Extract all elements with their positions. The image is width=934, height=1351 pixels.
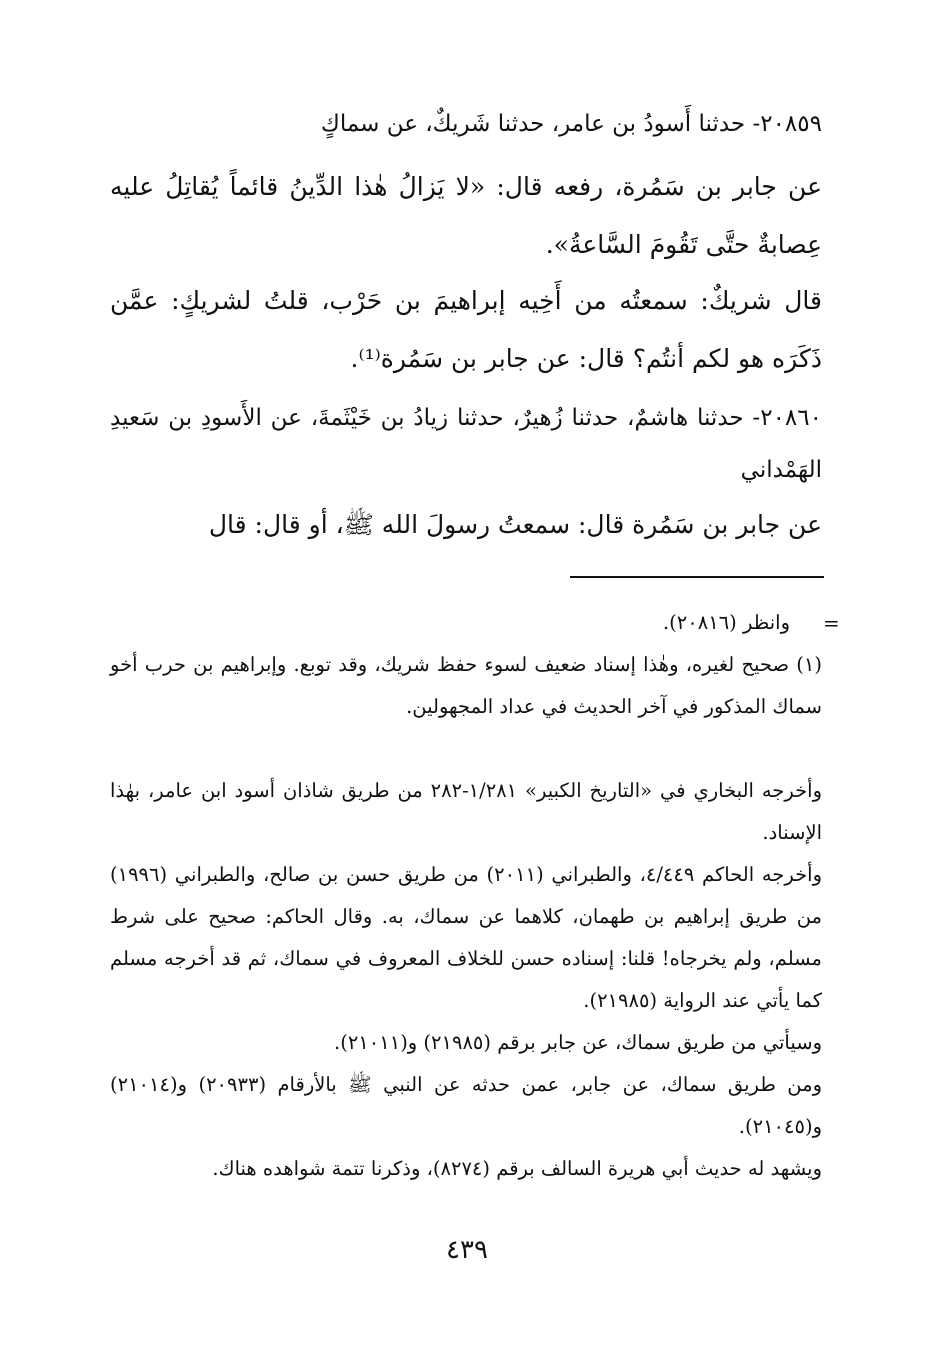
footnote-separator-line (570, 576, 824, 578)
hadith-20860-matn: عن جابر بن سَمُرة قال: سمعتُ رسولَ الله ﷺ، أو قال: قال (208, 510, 822, 539)
footnote-continuation-mark: = (823, 611, 840, 635)
page-number: ٤٣٩ (446, 1235, 488, 1265)
footnote-shahid-paragraph: ويشهد له حديث أبي هريرة السالف برقم (٨٢٧٤)، وذكرنا تتمة شواهده هناك. (212, 1157, 822, 1180)
footnote-coming-paragraph: وسيأتي من طريق سماك، عن جابر برقم (٢١٩٨٥) و(٢١٠١١). (334, 1031, 822, 1054)
footnote-hakim-paragraph: وأخرجه الحاكم ٤/٤٤٩، والطبراني (٢٠١١) من طريق حسن بن صالح، والطبراني (١٩٩٦) من طريق إبراهيم بن طهمان، كلاهما عن سماك، به. وقال الحاكم: صحيح على شرط مسلم، ولم يخرجاه! قلنا: إسناده حسن للخلاف المعروف في سماك، ثم قد أخرجه مسلم كما يأتي عند الرواية (٢١٩٨٥). (110, 863, 822, 1012)
footnote-1: (١) صحيح لغيره، وهٰذا إسناد ضعيف لسوء حفظ شريك، وقد توبع. وإبراهيم بن حرب أخو سماك المذكور في آخر الحديث في عداد المجهولين. (110, 653, 822, 718)
footnote-continuation: وانظر (٢٠٨١٦). (662, 611, 790, 634)
hadith-20859-matn: عن جابر بن سَمُرة، رفعه قال: «لا يَزالُ هٰذا الدِّينُ قائماً يُقاتِلُ عليه عِصابةٌ حتَّى تَقُومَ السَّاعةُ». (110, 172, 822, 259)
hadith-20859-isnad: ٢٠٨٥٩- حدثنا أَسودُ بن عامر، حدثنا شَريكٌ، عن سماكٍ (320, 111, 822, 137)
footnote-bukhari-paragraph: وأخرجه البخاري في «التاريخ الكبير» ١/٢٨١-٢٨٢ من طريق شاذان أسود ابن عامر، بهٰذا الإسناد. (110, 779, 822, 844)
hadith-20860-isnad: ٢٠٨٦٠- حدثنا هاشمٌ، حدثنا زُهيرٌ، حدثنا زيادُ بن خَيْثَمةَ، عن الأَسودِ بن سَعيدِ الهَمْداني (110, 405, 822, 483)
hadith-20859-sharik-note: قال شريكٌ: سمعتُه من أَخِيه إبراهيمَ بن حَرْب، قلتُ لشريكٍ: عمَّن ذَكَرَه هو لكم أنتُم؟ قال: عن جابر بن سَمُرة⁽¹⁾. (110, 286, 822, 373)
footnote-prophet-paragraph: ومن طريق سماك، عن جابر، عمن حدثه عن النبي ﷺ بالأرقام (٢٠٩٣٣) و(٢١٠١٤) و(٢١٠٤٥). (110, 1073, 822, 1138)
